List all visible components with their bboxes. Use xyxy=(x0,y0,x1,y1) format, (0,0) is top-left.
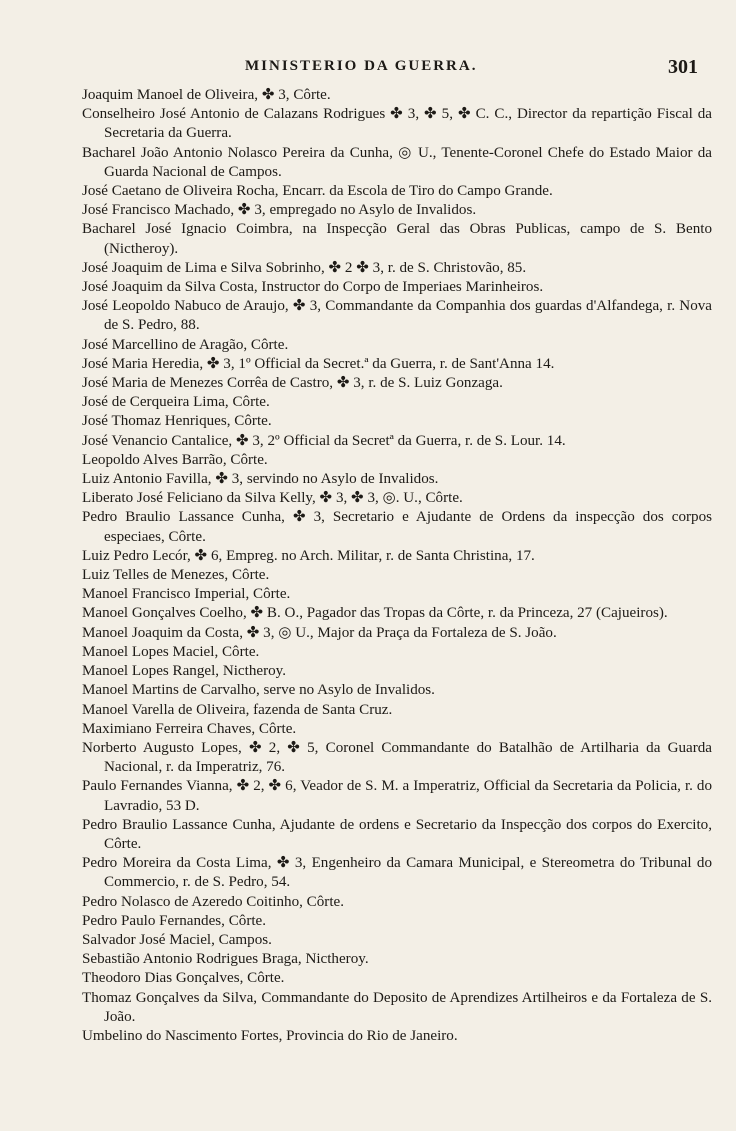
list-item: Manoel Francisco Imperial, Côrte. xyxy=(82,586,291,603)
list-item: José Maria Heredia, ✤ 3, 1º Official da Secret.ª da Guerra, r. de Sant'Anna 14. xyxy=(82,355,555,372)
list-item: Norberto Augusto Lopes, ✤ 2, ✤ 5, Coronel Commandante do Batalhão de Artilharia da Guarda Nacional, r. da Imperatriz, 76. xyxy=(82,739,712,776)
list-item: Conselheiro José Antonio de Calazans Rodrigues ✤ 3, ✤ 5, ✤ C. C., Director da repartição Fiscal da Secretaria da Guerra. xyxy=(82,106,712,142)
list-item: José Caetano de Oliveira Rocha, Encarr. da Escola de Tiro do Campo Grande. xyxy=(82,183,553,200)
page-title: MINISTERIO DA GUERRA. xyxy=(245,58,478,74)
list-item: Manoel Lopes Rangel, Nictheroy. xyxy=(82,663,286,680)
list-item: Salvador José Maciel, Campos. xyxy=(82,931,272,948)
list-item: Leopoldo Alves Barrão, Côrte. xyxy=(82,451,268,468)
list-item: José Marcellino de Aragão, Côrte. xyxy=(82,336,289,353)
list-item: José Maria de Menezes Corrêa de Castro, ✤ 3, r. de S. Luiz Gonzaga. xyxy=(82,375,503,392)
entry-list xyxy=(82,86,712,1046)
list-item: Manoel Lopes Maciel, Côrte. xyxy=(82,643,260,660)
page-header xyxy=(0,58,736,82)
list-item: Luiz Pedro Lecór, ✤ 6, Empreg. no Arch. Militar, r. de Santa Christina, 17. xyxy=(82,547,535,564)
list-item: Pedro Nolasco de Azeredo Coitinho, Côrte. xyxy=(82,893,344,910)
list-item: Maximiano Ferreira Chaves, Côrte. xyxy=(82,720,297,737)
list-item: José Leopoldo Nabuco de Araujo, ✤ 3, Commandante da Companhia dos guardas d'Alfandega, r. Nova de S. Pedro, 88. xyxy=(82,298,712,334)
list-item: Umbelino do Nascimento Fortes, Provincia do Rio de Janeiro. xyxy=(82,1027,458,1044)
list-item: Bacharel João Antonio Nolasco Pereira da Cunha, ◎ U., Tenente-Coronel Chefe do Estado Maior da Guarda Nacional de Campos. xyxy=(82,144,712,180)
list-item: Theodoro Dias Gonçalves, Côrte. xyxy=(82,970,285,987)
list-item: Liberato José Feliciano da Silva Kelly, ✤ 3, ✤ 3, ◎. U., Côrte. xyxy=(82,490,463,507)
list-item: Luiz Antonio Favilla, ✤ 3, servindo no Asylo de Invalidos. xyxy=(82,471,439,488)
list-item: Pedro Paulo Fernandes, Côrte. xyxy=(82,912,267,929)
list-item: Manoel Varella de Oliveira, fazenda de Santa Cruz. xyxy=(82,701,393,718)
list-item: Pedro Braulio Lassance Cunha, ✤ 3, Secretario e Ajudante de Ordens da inspecção dos corpos especiaes, Côrte. xyxy=(82,509,712,545)
list-item: Thomaz Gonçalves da Silva, Commandante do Deposito de Aprendizes Artilheiros e da Fortaleza de S. João. xyxy=(82,989,712,1025)
list-item: Manoel Gonçalves Coelho, ✤ B. O., Pagador das Tropas da Côrte, r. da Princeza, 27 (Cajueiros). xyxy=(82,605,668,622)
list-item: Manoel Martins de Carvalho, serve no Asylo de Invalidos. xyxy=(82,682,435,699)
list-item: José de Cerqueira Lima, Côrte. xyxy=(82,394,270,411)
list-item: José Venancio Cantalice, ✤ 3, 2º Official da Secretª da Guerra, r. de S. Lour. 14. xyxy=(82,432,566,449)
list-item: Joaquim Manoel de Oliveira, ✤ 3, Côrte. xyxy=(82,87,331,103)
list-item: Pedro Braulio Lassance Cunha, Ajudante de ordens e Secretario da Inspecção dos corpos do Exercito, Côrte. xyxy=(82,816,712,852)
list-item: José Thomaz Henriques, Côrte. xyxy=(82,413,272,430)
list-item: Bacharel José Ignacio Coimbra, na Inspecção Geral das Obras Publicas, campo de S. Bento (Nictheroy). xyxy=(82,221,712,257)
list-item: Pedro Moreira da Costa Lima, ✤ 3, Engenheiro da Camara Municipal, e Stereometra do Tribunal do Commercio, r. de S. Pedro, 54. xyxy=(82,855,712,891)
page-number: 301 xyxy=(668,56,698,78)
list-item: Manoel Joaquim da Costa, ✤ 3, ◎ U., Major da Praça da Fortaleza de S. João. xyxy=(82,624,557,641)
list-item: Luiz Telles de Menezes, Côrte. xyxy=(82,567,270,584)
list-item: Sebastião Antonio Rodrigues Braga, Nictheroy. xyxy=(82,951,369,968)
list-item: José Joaquim de Lima e Silva Sobrinho, ✤ 2 ✤ 3, r. de S. Christovão, 85. xyxy=(82,259,527,276)
list-item: Paulo Fernandes Vianna, ✤ 2, ✤ 6, Veador de S. M. a Imperatriz, Official da Secretaria da Policia, r. do Lavradio, 53 D. xyxy=(82,778,712,814)
list-item: José Joaquim da Silva Costa, Instructor do Corpo de Imperiaes Marinheiros. xyxy=(82,279,544,296)
list-item: José Francisco Machado, ✤ 3, empregado no Asylo de Invalidos. xyxy=(82,202,477,219)
